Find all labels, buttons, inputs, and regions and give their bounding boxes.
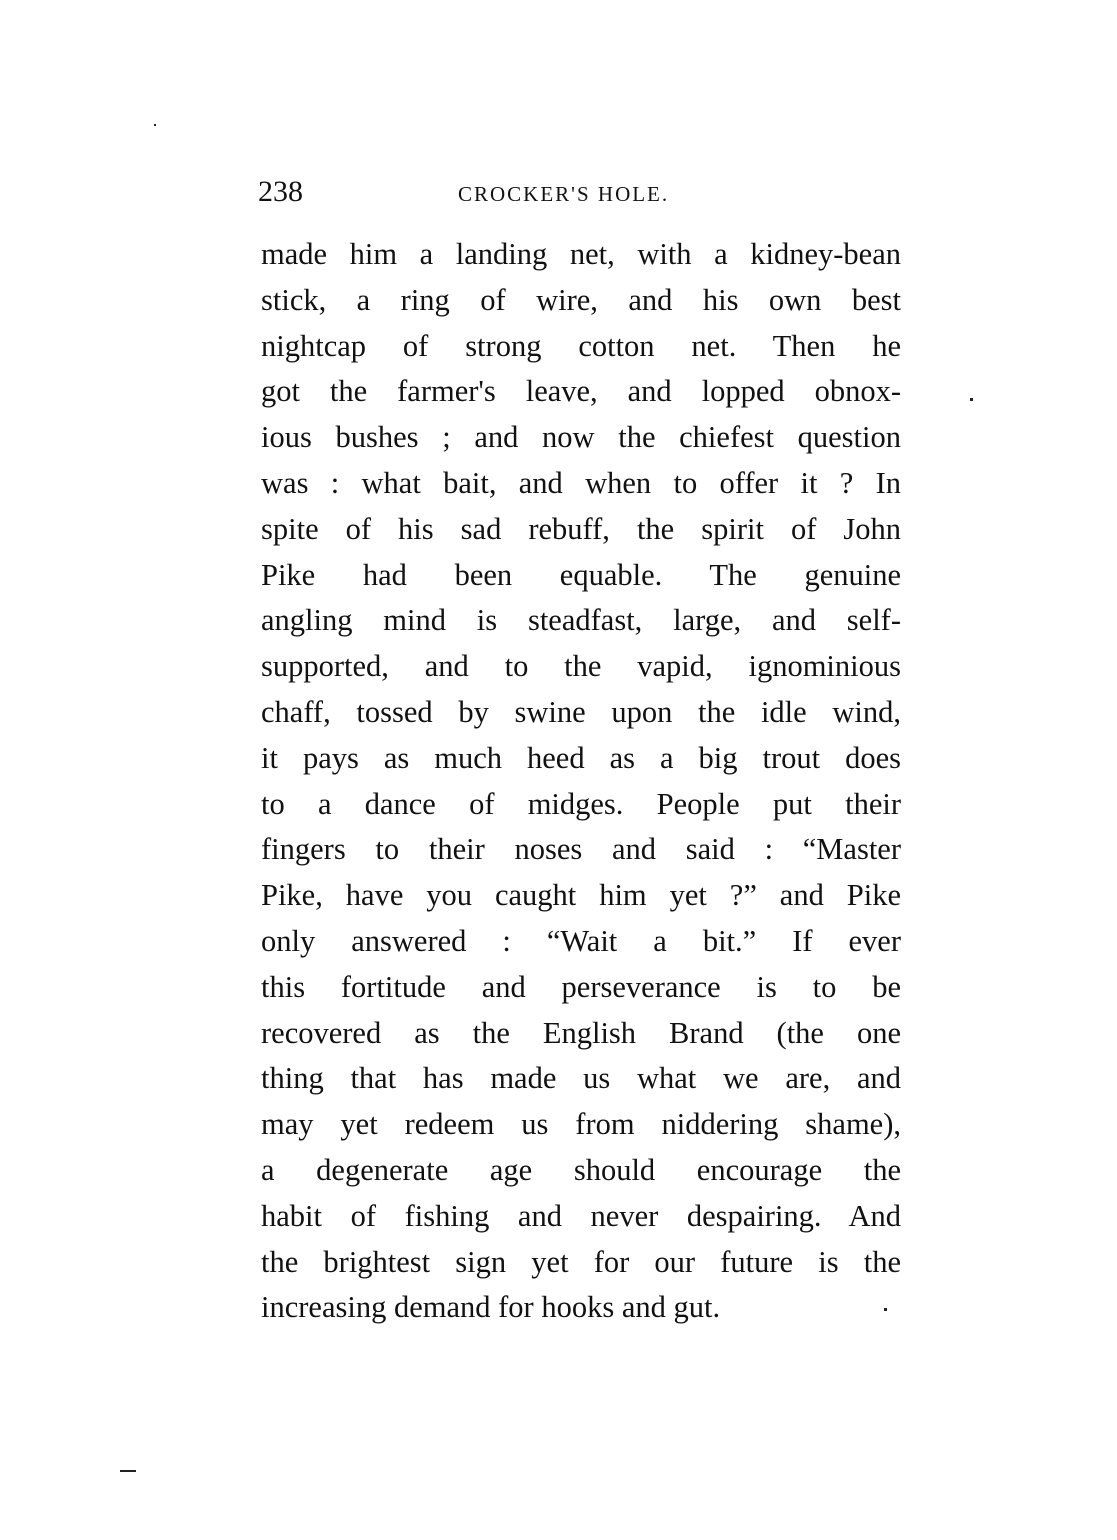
text-line: got the farmer's leave, and lopped obnox- bbox=[261, 374, 901, 409]
text-line: to a dance of midges. People put their bbox=[261, 786, 901, 821]
text-line: may yet redeem us from niddering shame), bbox=[261, 1107, 901, 1142]
text-line: was : what bait, and when to offer it ? In bbox=[261, 465, 901, 500]
text-line: Pike, have you caught him yet ?” and Pike bbox=[261, 878, 901, 913]
page-header bbox=[258, 172, 718, 212]
page-number: 238 bbox=[258, 175, 303, 208]
text-line: angling mind is steadfast, large, and self- bbox=[261, 603, 901, 638]
scan-speck bbox=[970, 398, 973, 401]
text-line: made him a landing net, with a kidney-bean bbox=[261, 237, 901, 271]
scan-speck bbox=[884, 1308, 887, 1311]
text-line: a degenerate age should encourage the bbox=[261, 1152, 901, 1187]
text-line: this fortitude and perseverance is to be bbox=[261, 969, 901, 1004]
text-line: habit of fishing and never despairing. And bbox=[261, 1198, 901, 1233]
running-title: CROCKER'S HOLE. bbox=[458, 182, 670, 206]
text-line: it pays as much heed as a big trout does bbox=[261, 740, 901, 775]
text-line: nightcap of strong cotton net. Then he bbox=[261, 328, 901, 363]
text-line: supported, and to the vapid, ignominious bbox=[261, 649, 901, 684]
text-line: recovered as the English Brand (the one bbox=[261, 1015, 901, 1050]
scan-speck bbox=[154, 124, 156, 126]
text-line: only answered : “Wait a bit.” If ever bbox=[261, 923, 901, 958]
body-text bbox=[261, 232, 901, 1331]
text-line: fingers to their noses and said : “Master bbox=[261, 832, 901, 867]
text-line-last: increasing demand for hooks and gut. bbox=[261, 1290, 721, 1325]
text-line: ious bushes ; and now the chiefest question bbox=[261, 420, 901, 455]
text-line: thing that has made us what we are, and bbox=[261, 1061, 901, 1096]
text-line: chaff, tossed by swine upon the idle wind, bbox=[261, 694, 901, 729]
text-line: Pike had been equable. The genuine bbox=[261, 557, 901, 592]
text-line: stick, a ring of wire, and his own best bbox=[261, 282, 901, 317]
scan-mark bbox=[120, 1470, 136, 1472]
text-line: the brightest sign yet for our future is the bbox=[261, 1244, 901, 1279]
text-line: spite of his sad rebuff, the spirit of John bbox=[261, 511, 901, 546]
